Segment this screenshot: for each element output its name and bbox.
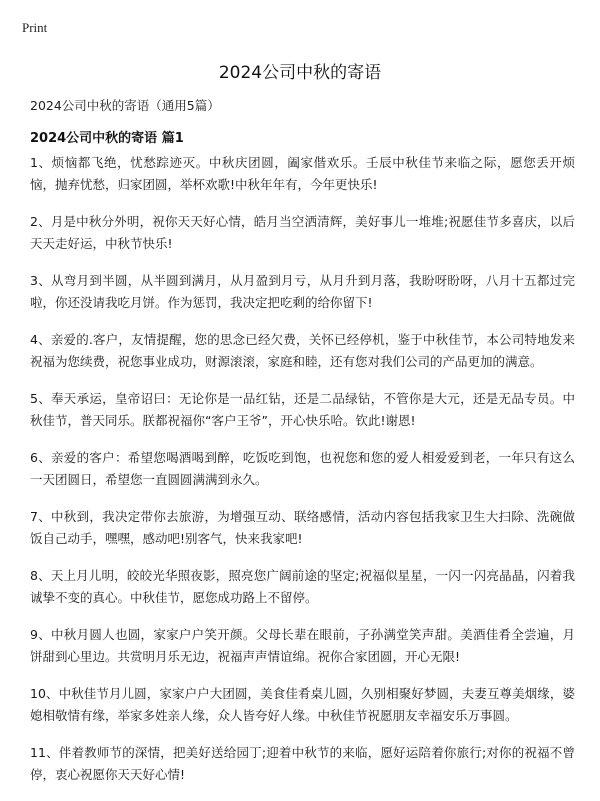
paragraph-9: 9、中秋月圆人也圆，家家户户笑开颜。父母长辈在眼前，子孙满堂笑声甜。美酒佳肴全尝遍，月饼甜到心里边。共赏明月乐无边，祝福声声情谊绵。祝你合家团圆，开心无限! <box>30 627 575 664</box>
paragraph-1: 1、烦恼都飞绝，忧愁踪迹灭。中秋庆团圆，阖家偕欢乐。壬辰中秋佳节来临之际，愿您丢开烦恼，抛弃忧愁，归家团圆，举杯欢歌!中秋年年有，今年更快乐! <box>30 155 575 192</box>
paragraph-3: 3、从弯月到半圆，从半圆到满月，从月盈到月亏，从月升到月落，我盼呀盼呀，八月十五都过完啦，你还没请我吃月饼。作为惩罚，我决定把吃剩的给你留下! <box>30 273 575 310</box>
paragraph-11: 11、伴着教师节的深情，把美好送给园丁;迎着中秋节的来临，愿好运陪着你旅行;对你的祝福不曾停，衷心祝愿你天天好心情! <box>30 745 575 782</box>
paragraph-5: 5、奉天承运，皇帝诏曰：无论你是一品红钻，还是二品绿钻，不管你是大元，还是无品专员。中秋佳节，普天同乐。朕都祝福你“客户王爷”，开心快乐哈。钦此!谢恩! <box>30 391 575 428</box>
paragraph-7: 7、中秋到，我决定带你去旅游，为增强互动、联络感情，活动内容包括我家卫生大扫除、洗碗做饭自己动手，嘿嘿，感动吧!别客气，快来我家吧! <box>30 509 575 546</box>
document-subtitle: 2024公司中秋的寄语（通用5篇） <box>30 98 220 113</box>
print-link[interactable]: Print <box>22 20 48 35</box>
paragraph-4: 4、亲爱的.客户，友情提醒，您的思念已经欠费，关怀已经停机，鉴于中秋佳节，本公司特地发来祝福为您续费，祝您事业成功，财源滚滚，家庭和睦，还有您对我们公司的产品更加的满意。 <box>30 332 575 369</box>
paragraph-6: 6、亲爱的客户：希望您喝酒喝到醉，吃饭吃到饱，也祝您和您的爱人相爱爱到老，一年只有这么一天团圆日，希望您一直圆圆满满到永久。 <box>30 450 575 487</box>
paragraph-8: 8、天上月儿明，皎皎光华照夜影，照亮您广阔前途的坚定;祝福似星星，一闪一闪亮晶晶，闪着我诚挚不变的真心。中秋佳节，愿您成功路上不留停。 <box>30 568 575 605</box>
section-heading: 2024公司中秋的寄语 篇1 <box>30 131 184 146</box>
paragraph-2: 2、月是中秋分外明，祝你天天好心情，皓月当空洒清辉，美好事儿一堆堆;祝愿佳节多喜庆，以后天天走好运，中秋节快乐! <box>30 214 575 251</box>
paragraph-list <box>30 152 575 801</box>
paragraph-10: 10、中秋佳节月儿圆，家家户户大团圆，美食佳肴桌儿圆，久别相聚好梦圆，夫妻互尊美烟缘，婆媳相敬情有缘，举家多姓亲人缘，众人皆夸好人缘。中秋佳节祝愿朋友幸福安乐万事圆。 <box>30 686 575 723</box>
document-title: 2024公司中秋的寄语 <box>218 63 382 83</box>
